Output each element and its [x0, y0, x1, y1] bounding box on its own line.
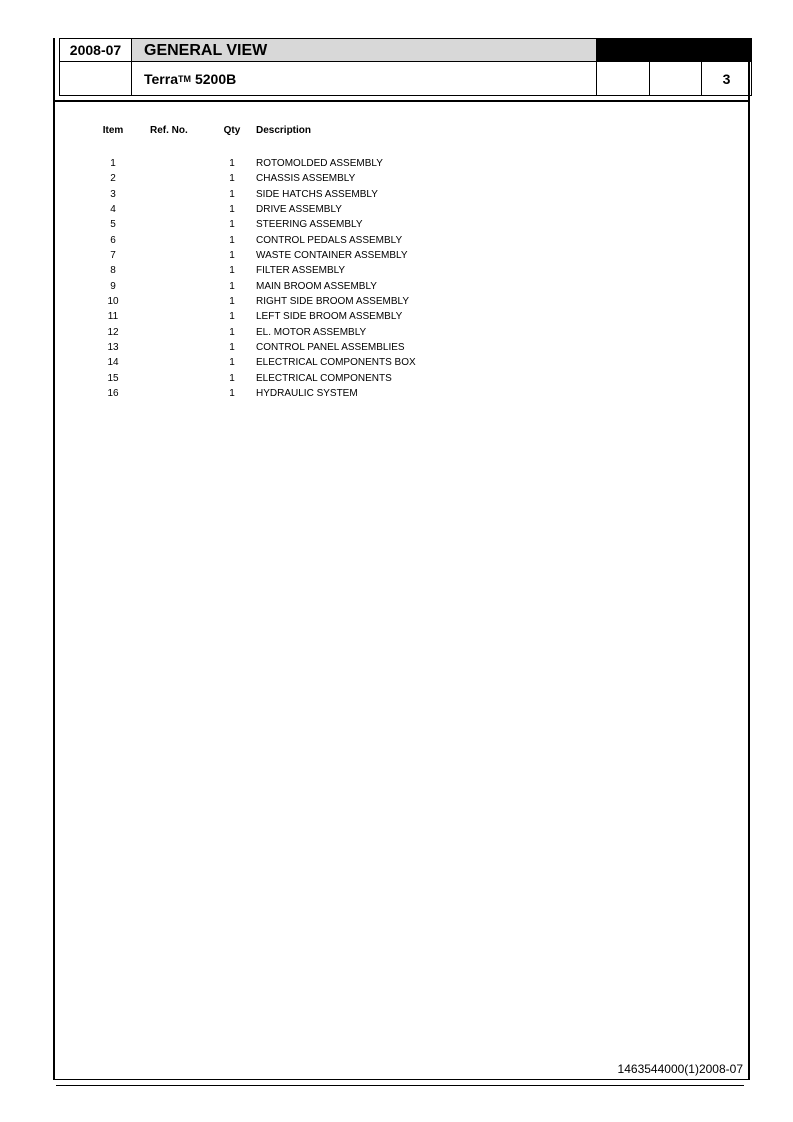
item-number: 6: [110, 234, 116, 246]
description: ELECTRICAL COMPONENTS BOX: [256, 357, 416, 369]
model-number: 5200B: [194, 70, 237, 87]
quantity: 1: [229, 203, 235, 215]
header-black-band: [596, 38, 752, 62]
page-bottom-rule: [56, 1085, 744, 1086]
item-number: 10: [107, 295, 119, 307]
quantity: 1: [229, 341, 235, 353]
item-number: 15: [107, 372, 119, 384]
quantity: 1: [229, 326, 235, 338]
description: FILTER ASSEMBLY: [256, 265, 346, 277]
description: RIGHT SIDE BROOM ASSEMBLY: [256, 295, 409, 307]
header-divider: [53, 100, 750, 102]
quantity: 1: [229, 280, 235, 292]
description: CONTROL PANEL ASSEMBLIES: [256, 341, 405, 353]
quantity: 1: [229, 249, 235, 261]
description: ROTOMOLDED ASSEMBLY: [256, 158, 383, 169]
item-number: 1: [110, 158, 116, 169]
page-frame: [53, 38, 750, 1080]
item-number: 16: [107, 387, 119, 399]
item-number: 13: [107, 341, 119, 353]
description: HYDRAULIC SYSTEM: [256, 387, 358, 399]
item-number: 4: [110, 203, 116, 215]
item-number: 5: [110, 219, 116, 231]
description: CHASSIS ASSEMBLY: [256, 173, 356, 185]
quantity: 1: [229, 173, 235, 185]
description: SIDE HATCHS ASSEMBLY: [256, 188, 378, 200]
column-header-ref-no: Ref. No.: [150, 125, 188, 136]
item-number: 2: [110, 173, 116, 185]
quantity: 1: [229, 265, 235, 277]
description: MAIN BROOM ASSEMBLY: [256, 280, 377, 292]
item-number: 3: [110, 188, 116, 200]
trademark-mark: TM: [177, 73, 191, 84]
header-empty-cell: [59, 61, 132, 96]
item-number: 11: [107, 311, 119, 323]
item-number: 14: [107, 357, 119, 369]
header-block: [59, 38, 752, 96]
description: EL. MOTOR ASSEMBLY: [256, 326, 367, 338]
description: ELECTRICAL COMPONENTS: [256, 372, 392, 384]
quantity: 1: [229, 357, 235, 369]
header-title: GENERAL VIEW: [131, 38, 597, 62]
column-header-qty: Qty: [223, 125, 241, 136]
header-box-1: [596, 61, 650, 96]
quantity: 1: [229, 387, 235, 399]
description: WASTE CONTAINER ASSEMBLY: [256, 249, 408, 261]
quantity: 1: [229, 158, 235, 169]
quantity: 1: [229, 234, 235, 246]
model-name: Terra: [144, 70, 178, 87]
header-model: [131, 61, 597, 96]
header-box-2: [649, 61, 702, 96]
quantity: 1: [229, 219, 235, 231]
header-date: 2008-07: [59, 38, 132, 62]
description: LEFT SIDE BROOM ASSEMBLY: [256, 311, 403, 323]
quantity: 1: [229, 188, 235, 200]
description: CONTROL PEDALS ASSEMBLY: [256, 234, 403, 246]
description: DRIVE ASSEMBLY: [256, 203, 342, 215]
column-header-item: Item: [102, 125, 124, 136]
item-number: 9: [110, 280, 116, 292]
page-number: 3: [701, 61, 752, 96]
item-number: 8: [110, 265, 116, 277]
document-reference: 1463544000(1)2008-07: [617, 1062, 743, 1076]
quantity: 1: [229, 372, 235, 384]
column-header-description: Description: [256, 125, 312, 136]
quantity: 1: [229, 295, 235, 307]
quantity: 1: [229, 311, 235, 323]
item-number: 12: [107, 326, 119, 338]
item-number: 7: [110, 249, 116, 261]
description: STEERING ASSEMBLY: [256, 219, 363, 231]
